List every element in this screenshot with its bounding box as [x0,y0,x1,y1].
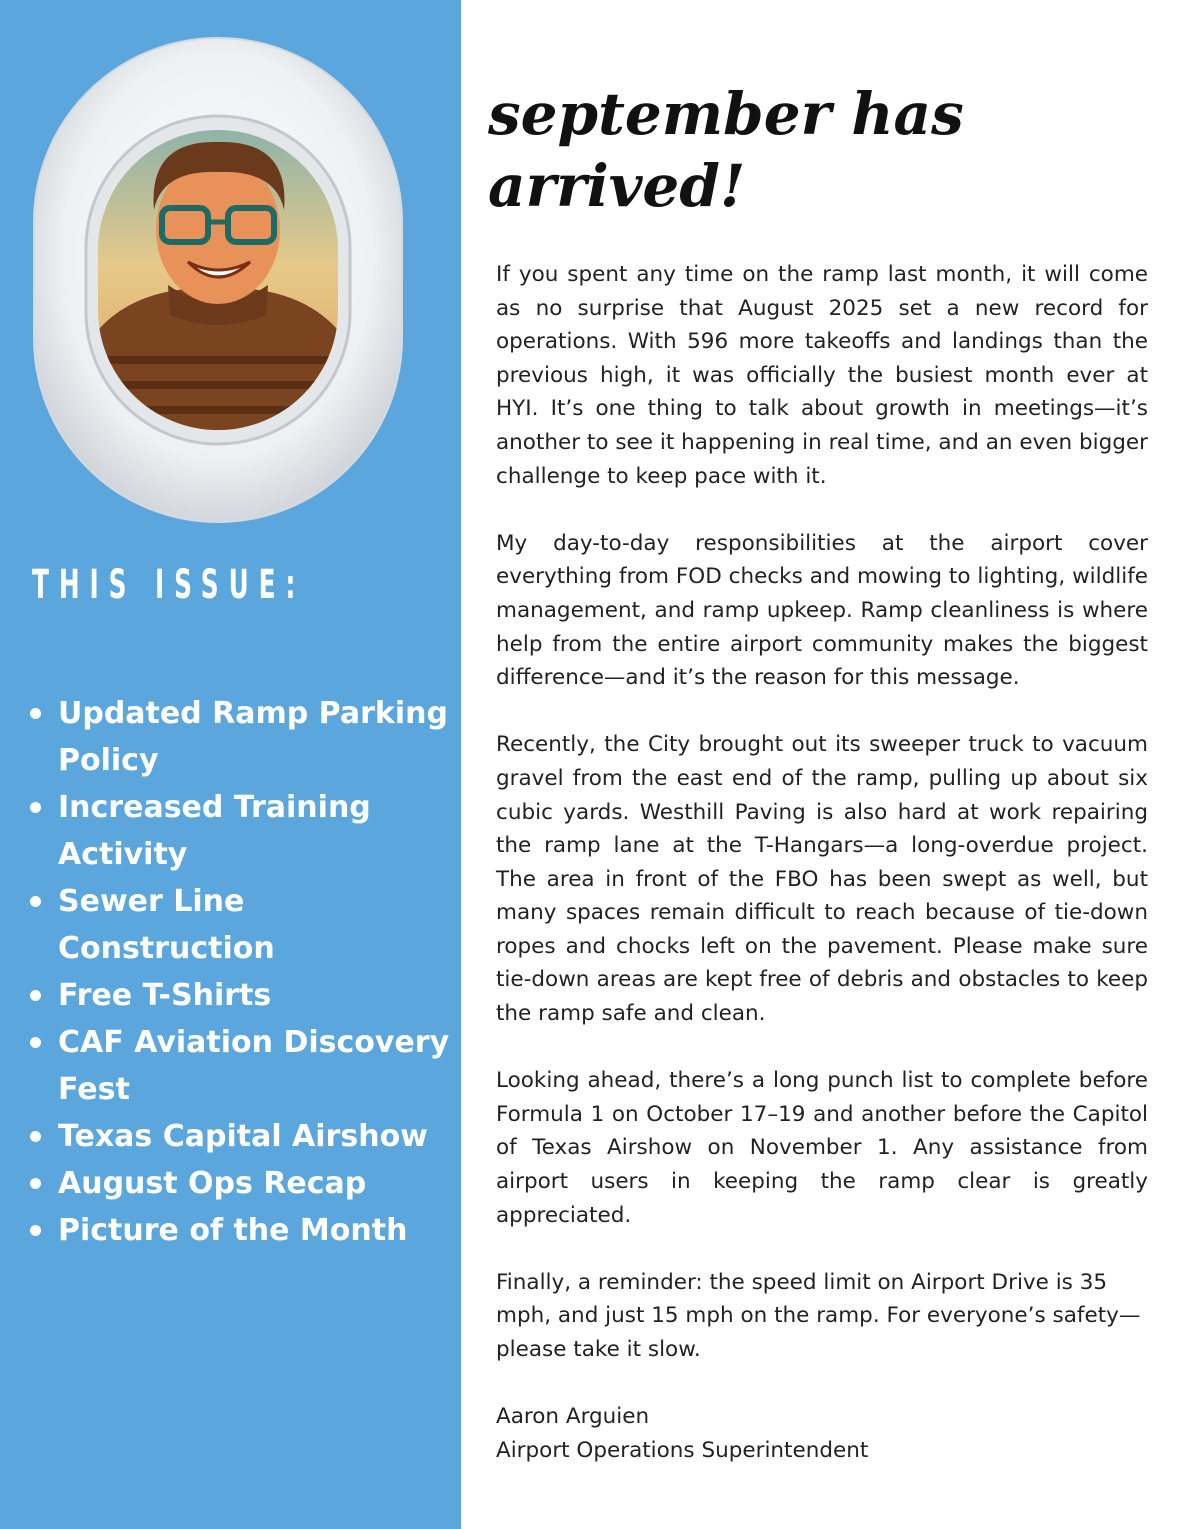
list-item [28,690,453,784]
paragraph: My day-to-day responsibilities at the airport cover everything from FOD checks and mowing to lighting, wildlife management, and ramp upkeep. Ramp cleanliness is where help from the entire airport community makes the biggest difference—and it’s the reason for this message. [496,530,1148,691]
signature [496,1400,1148,1467]
list-item-label: Free T-Shirts [58,978,272,1013]
bullet-icon [30,1037,41,1048]
list-item [28,878,453,972]
signature-title: Airport Operations Superintendent [496,1437,869,1463]
list-item [28,972,453,1019]
bullet-icon [30,990,41,1001]
paragraph: Recently, the City brought out its sweeper truck to vacuum gravel from the east end of the ramp, pulling up about six cubic yards. Westhill Paving is also hard at work repairing the ramp lane at the T-Hangars—a long-overdue project. The area in front of the FBO has been swept as well, but many spaces remain difficult to reach because of tie-down ropes and chocks left on the pavement. Please make sure tie-down areas are kept free of debris and obstacles to keep the ramp safe and clean. [496,732,1148,1027]
bullet-icon [30,896,41,907]
signature-name: Aaron Arguien [496,1404,650,1430]
this-issue-list [28,690,453,1254]
list-item [28,1019,453,1113]
bullet-icon [30,1178,41,1189]
airplane-window-portrait [28,30,408,530]
list-item-label: Texas Capital Airshow [58,1119,428,1154]
list-item-label: Sewer Line Construction [58,884,275,966]
page-title [488,78,1008,222]
bullet-icon [30,1131,41,1142]
list-item-label: Updated Ramp Parking Policy [58,696,448,778]
list-item [28,1160,453,1207]
bullet-icon [30,802,41,813]
this-issue-heading: THIS ISSUE: [32,562,306,608]
bullet-icon [30,708,41,719]
list-item-label: Increased Training Activity [58,790,371,872]
paragraph: If you spent any time on the ramp last month, it will come as no surprise that August 2025 set a new record for operations. With 596 more takeoffs and landings than the previous high, it was officially the busiest month ever at HYI. It’s one thing to talk about growth in meetings—it’s another to see it happening in real time, and an even bigger challenge to keep pace with it. [496,262,1148,489]
title-line-1: september has [488,80,964,148]
list-item [28,1113,453,1160]
sidebar [0,0,461,1529]
article-body [496,258,1148,1467]
list-item [28,1207,453,1254]
list-item-label: Picture of the Month [58,1213,408,1248]
list-item [28,784,453,878]
paragraph: Looking ahead, there’s a long punch list to complete before Formula 1 on October 17–19 and another before the Capitol of Texas Airshow on November 1. Any assistance from airport users in keeping the ramp clear is greatly appreciated. [496,1068,1148,1228]
paragraph: Finally, a reminder: the speed limit on Airport Drive is 35 mph, and just 15 mph on the ramp. For everyone’s safety—please take it slow. [496,1269,1141,1362]
list-item-label: CAF Aviation Discovery Fest [58,1025,450,1107]
bullet-icon [30,1225,41,1236]
list-item-label: August Ops Recap [58,1166,367,1201]
title-line-2: arrived! [488,152,746,220]
